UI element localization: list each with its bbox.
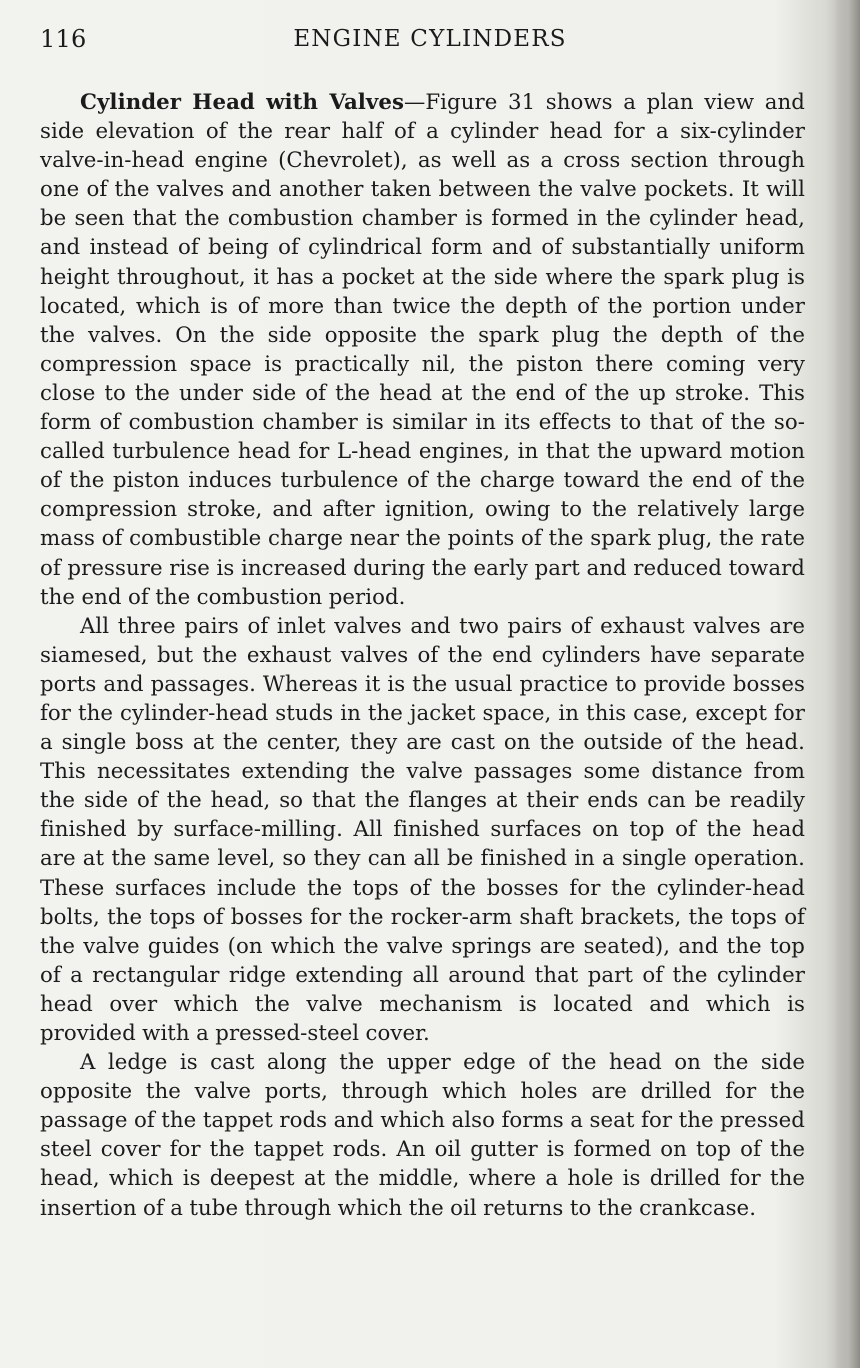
page-number: 116 [40, 25, 87, 53]
page-header [40, 18, 820, 60]
paragraph-ledge-and-oil-gutter: A ledge is cast along the upper edge of the head on the side opposite the valve ports, through which holes are drilled for the passage of the tappet rods and which also forms a seat for the pressed steel cover for the tappet rods. An oil gutter is formed on top of the head, which is deepest at the middle, where a hole is drilled for the insertion of a tube through which the oil returns to the crankcase. [40, 1050, 805, 1221]
running-title: ENGINE CYLINDERS [293, 26, 567, 52]
paragraph-heading: Cylinder Head with Valves [80, 90, 404, 115]
paragraph-cylinder-head-with-valves [40, 88, 805, 612]
paragraph-text: —Figure 31 shows a plan view and side elevation of the rear half of a cylinder head for a six-cylinder valve-in-head engine (Chevrolet), as well as a cross section through one of the valves and another taken between the valve pockets. It will be seen that the combustion chamber is formed in the cylinder head, and instead of being of cylindrical form and of substantially uniform height throughout, it has a pocket at the side where the spark plug is located, which is of more than twice the depth of the portion under the valves. On the side opposite the spark plug the depth of the compression space is practically nil, the piston there coming very close to the under side of the head at the end of the up stroke. This form of combustion chamber is similar in its effects to that of the so-called turbulence head for L-head engines, in that the upward motion of the piston induces turbulence of the charge toward the end of the compression stroke, and after ignition, owing to the relatively large mass of combustible charge near the points of the spark plug, the rate of pressure rise is increased during the early part and reduced toward the end of the combustion period. [40, 90, 805, 610]
page-edge-shadow [834, 0, 860, 1368]
body-text [40, 88, 805, 1223]
paragraph-valve-arrangement: All three pairs of inlet valves and two pairs of exhaust valves are siamesed, but the exhaust valves of the end cylinders have separate ports and passages. Whereas it is the usual practice to provide bosses for the cylinder-head studs in the jacket space, in this case, except for a single boss at the center, they are cast on the outside of the head. This necessitates extending the valve passages some distance from the side of the head, so that the flanges at their ends can be readily finished by surface-milling. All finished surfaces on top of the head are at the same level, so they can all be finished in a single operation. These surfaces include the tops of the bosses for the cylinder-head bolts, the tops of bosses for the rocker-arm shaft brackets, the tops of the valve guides (on which the valve springs are seated), and the top of a rectangular ridge extending all around that part of the cylinder head over which the valve mechanism is located and which is provided with a pressed-steel cover. [40, 613, 805, 1046]
